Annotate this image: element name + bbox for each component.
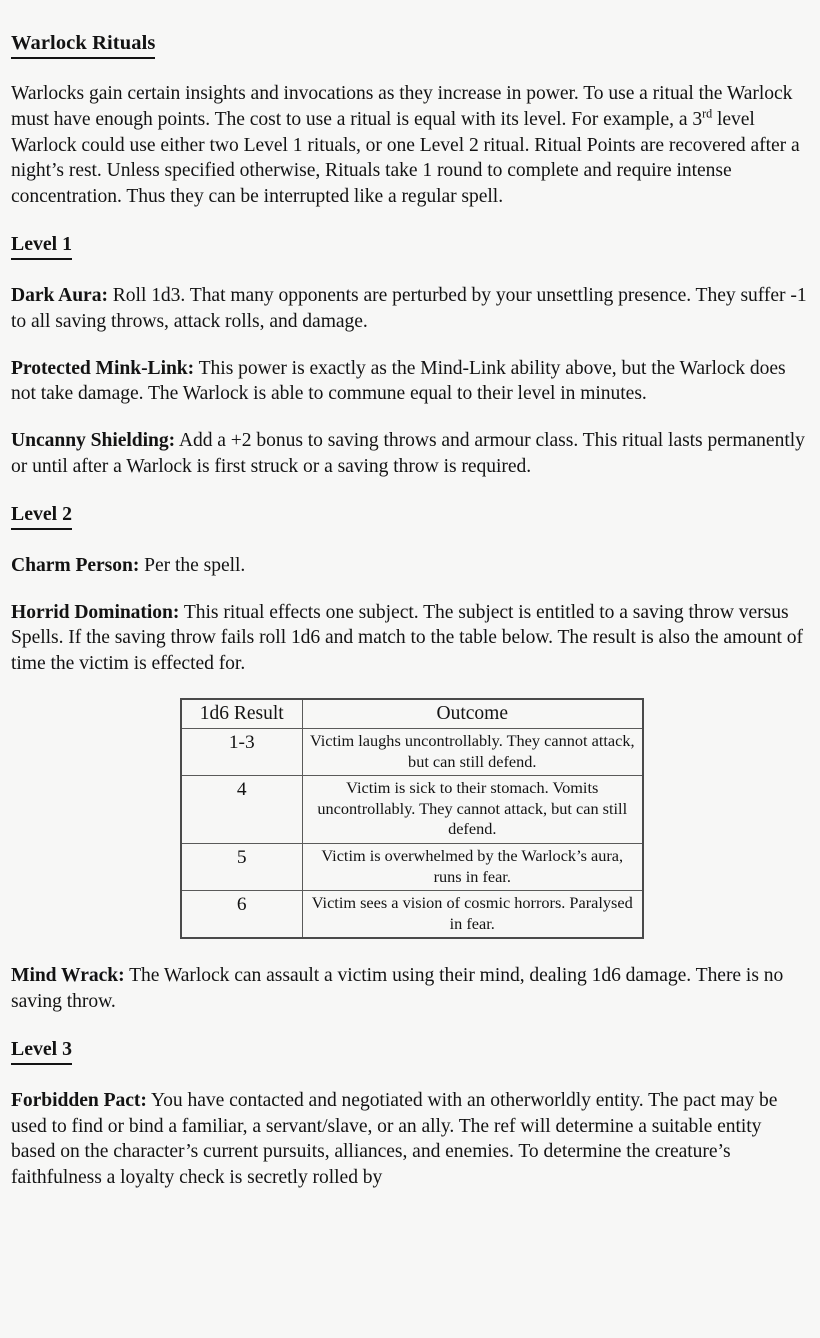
page-title: Warlock Rituals [11,30,155,59]
ritual-name-forbidden-pact: Forbidden Pact: [11,1089,147,1111]
ritual-desc-uncanny-shielding: Add a +2 bonus to saving throws and armour class. This ritual lasts permanently or until after a Warlock is first struck or a saving throw is required. [11,430,805,477]
ritual-protected-mink-link [11,356,810,408]
section-heading-level-1-container [11,231,810,260]
table-cell-result: 1-3 [181,728,302,775]
ritual-name-protected-mink-link: Protected Mink-Link: [11,357,195,379]
section-heading-level-1: Level 1 [11,231,72,260]
intro-text-part-1: Warlocks gain certain insights and invocations as they increase in power. To use a ritual the Warlock must have enough points. The cost to use a ritual is equal with its level. For example, a 3 [11,83,793,130]
ritual-charm-person [11,553,810,579]
ritual-desc-dark-aura: Roll 1d3. That many opponents are perturbed by your unsettling presence. They suffer -1 to all saving throws, attack rolls, and damage. [11,284,807,332]
intro-text-part-2: level Warlock could use either two Level 1 rituals, or one Level 2 ritual. Ritual Points are recovered after a night’s rest. Unless specified otherwise, Rituals take 1 round to complete and require intense concentration. Thus they can be interrupted like a regular spell. [11,108,800,208]
table-row [181,776,643,844]
table-row [181,891,643,939]
table-row [181,843,643,890]
table-cell-result: 6 [181,891,302,939]
section-heading-level-2-container [11,501,810,530]
outcome-table-container [11,698,810,939]
table-cell-outcome: Victim sees a vision of cosmic horrors. Paralysed in fear. [302,891,643,939]
intro-paragraph [11,81,810,210]
table-cell-outcome: Victim is overwhelmed by the Warlock’s aura, runs in fear. [302,843,643,890]
table-cell-result: 4 [181,776,302,844]
table-cell-result: 5 [181,843,302,890]
ritual-name-charm-person: Charm Person: [11,554,140,576]
ritual-dark-aura [11,283,810,335]
ritual-desc-protected-mink-link: This power is exactly as the Mind-Link ability above, but the Warlock does not take damage. The Warlock is able to commune equal to their level in minutes. [11,357,786,405]
page-title-container [11,30,810,59]
section-heading-level-2: Level 2 [11,501,72,530]
table-cell-outcome: Victim laughs uncontrollably. They cannot attack, but can still defend. [302,728,643,775]
ritual-name-horrid-domination: Horrid Domination: [11,601,180,623]
ritual-desc-forbidden-pact: You have contacted and negotiated with an otherworldly entity. The pact may be used to find or bind a familiar, a servant/slave, or an ally. The ref will determine a suitable entity based on the character’s current pursuits, alliances, and enemies. To determine the creature’s faithfulness a loyalty check is secretly rolled by [11,1089,778,1189]
ritual-horrid-domination [11,600,810,677]
ritual-desc-mind-wrack: The Warlock can assault a victim using their mind, dealing 1d6 damage. There is no saving throw. [11,965,784,1013]
ritual-uncanny-shielding [11,428,810,480]
horrid-domination-outcome-table [180,698,644,939]
table-cell-outcome: Victim is sick to their stomach. Vomits uncontrollably. They cannot attack, but can still defend. [302,776,643,844]
ritual-name-uncanny-shielding: Uncanny Shielding: [11,430,176,452]
table-header-result: 1d6 Result [181,699,302,729]
table-header-outcome: Outcome [302,699,643,729]
ritual-name-dark-aura: Dark Aura: [11,284,108,306]
ritual-mind-wrack [11,963,810,1015]
table-row [181,728,643,775]
ritual-desc-charm-person: Per the spell. [139,554,246,576]
ritual-desc-horrid-domination: This ritual effects one subject. The subject is entitled to a saving throw versus Spells. If the saving throw fails roll 1d6 and match to the table below. The result is also the amount of time the victim is effected for. [11,601,803,675]
table-header-row [181,699,643,729]
section-heading-level-3-container [11,1036,810,1065]
section-heading-level-3: Level 3 [11,1036,72,1065]
ritual-forbidden-pact [11,1088,810,1191]
ritual-name-mind-wrack: Mind Wrack: [11,965,125,987]
ordinal-suffix: rd [702,106,713,121]
